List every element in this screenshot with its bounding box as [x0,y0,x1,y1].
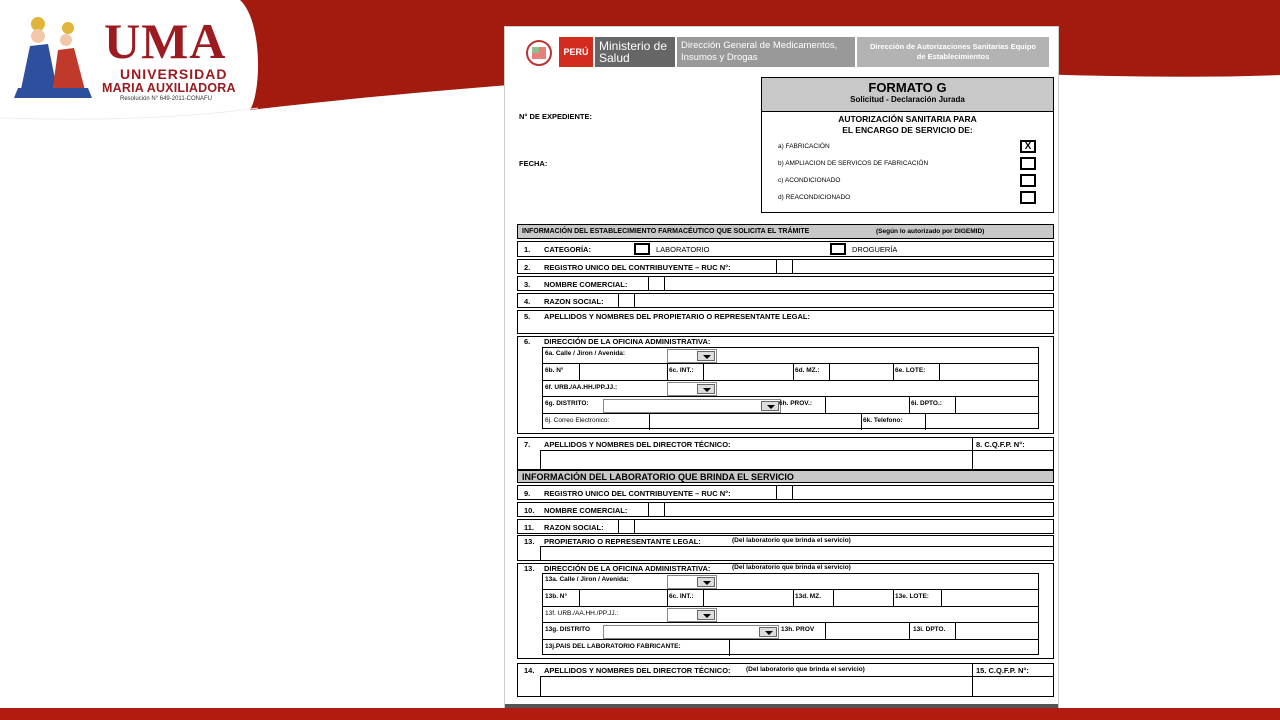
row-label: CATEGORÍA: [544,245,591,254]
cqfp-label-lab: 15. C.Q.F.P. N°: [976,666,1029,675]
row-label: RAZON SOCIAL: [544,523,604,532]
row-razon-social [517,293,1054,308]
row-number: 10. [524,506,535,515]
laboratorio-checkbox[interactable] [634,243,650,255]
option-label-a: a) FABRICACIÓN [778,143,830,150]
row-note: (Del laboratorio que brinda el servicio) [732,537,851,544]
virgin-mary-icon [8,14,98,98]
option-checkbox-a[interactable]: X [1020,140,1036,153]
ministry-label: Ministerio de Salud [595,37,675,67]
row-number: 13. [524,537,535,546]
section2-title: INFORMACIÓN DEL LABORATORIO QUE BRINDA EL SERVICIO [522,472,794,482]
row-label: REGISTRO UNICO DEL CONTRIBUYENTE – RUC N°: [544,489,731,498]
urbanizacion-label: 6f. URB./AA.HH./PP.JJ.: [545,384,618,391]
distrito-dropdown[interactable] [603,399,781,413]
row-direccion [517,336,1054,434]
row-number: 14. [524,666,535,675]
drogueria-label: DROGUERÍA [852,245,898,254]
numero-label: 6b. N° [545,367,564,374]
expediente-label: N° DE EXPEDIENTE: [519,112,593,121]
row-label: DIRECCIÓN DE LA OFICINA ADMINISTRATIVA: [544,564,711,573]
calle-dropdown-lab[interactable] [667,575,717,589]
address-block-lab [542,573,1039,655]
row-nombre-comercial [517,276,1054,291]
cqfp-label: 8. C.Q.F.P. N°: [976,440,1025,449]
chevron-down-icon [759,627,777,637]
auth-title-line2: EL ENCARGO DE SERVICIO DE: [842,125,973,135]
row-note: (Del laboratorio que brinda el servicio) [732,564,851,571]
manzana-label: 6d. MZ.: [795,367,820,374]
row-razon-social-lab [517,519,1054,534]
calle-label: 6a. Calle / Jiron / Avenida: [545,350,626,357]
document-header [519,37,1049,67]
address-block [542,347,1039,429]
chevron-down-icon [697,577,715,587]
option-checkbox-d[interactable] [1020,191,1036,204]
row-nombre-comercial-lab [517,502,1054,517]
digemid-label: Dirección General de Medicamentos, Insumos y Drogas [677,37,855,67]
formato-title: FORMATO G [868,80,947,95]
provincia-label: 6h. PROV.: [779,400,812,407]
pais-label-lab: 13j.PAIS DEL LABORATORIO FABRICANTE: [545,643,681,650]
calle-label-lab: 13a. Calle / Jiron / Avenida: [545,576,629,583]
direction-label: Dirección de Autorizaciones Sanitarias Equipo de Establecimientos [857,37,1049,67]
section1-note: (Según lo autorizado por DIGEMID) [876,228,985,235]
departamento-label: 6i. DPTO.: [911,400,942,407]
interior-label-lab: 6c. INT.: [669,593,694,600]
option-label-b: b) AMPLIACION DE SERVICOS DE FABRICACIÓN [778,160,929,167]
lote-label-lab: 13e. LOTE: [895,593,929,600]
row-label: APELLIDOS Y NOMBRES DEL PROPIETARIO O REPRESENTANTE LEGAL: [544,312,811,321]
formato-box [761,77,1054,213]
row-number: 9. [524,489,531,498]
chevron-down-icon [761,401,779,411]
option-checkbox-c[interactable] [1020,174,1036,187]
peru-label: PERÚ [559,37,593,67]
row-number: 11. [524,523,535,532]
row-categoria [517,241,1054,257]
row-number: 13. [524,564,535,573]
departamento-label-lab: 13i. DPTO. [913,626,946,633]
distrito-label-lab: 13g. DISTRITO [545,626,591,633]
option-checkbox-b[interactable] [1020,157,1036,170]
row-number: 1. [524,245,531,254]
row-label: RAZON SOCIAL: [544,297,604,306]
logo-maria-auxiliadora: MARIA AUXILIADORA [102,81,236,95]
row-number: 4. [524,297,531,306]
logo-uma: UMA [104,13,227,69]
auth-title [762,114,1053,136]
section2-header [517,470,1054,483]
option-label-d: d) REACONDICIONADO [778,194,851,201]
row-label: DIRECCIÓN DE LA OFICINA ADMINISTRATIVA: [544,337,711,346]
row-number: 5. [524,312,531,321]
formato-title-block [762,78,1053,112]
chevron-down-icon [697,351,715,361]
interior-label: 6c. INT.: [669,367,694,374]
row-number: 2. [524,263,531,272]
row-propietario [517,310,1054,334]
distrito-label: 6g. DISTRITO: [545,400,589,407]
row-note: (Del laboratorio que brinda el servicio) [746,666,865,673]
row-number: 7. [524,440,531,449]
drogueria-checkbox[interactable] [830,243,846,255]
chevron-down-icon [697,384,715,394]
urbanizacion-dropdown-lab[interactable] [667,608,717,622]
row-label: NOMBRE COMERCIAL: [544,506,628,515]
manzana-label-lab: 13d. MZ. [795,593,822,600]
urbanizacion-dropdown[interactable] [667,382,717,396]
row-label: APELLIDOS Y NOMBRES DEL DIRECTOR TÉCNICO: [544,666,731,675]
row-representante-lab [517,535,1054,561]
footer-band [0,708,1280,720]
section1-header [517,224,1054,239]
logo-resolution: Resolución N° 649-2011-CONAFU [120,96,212,102]
row-label: PROPIETARIO O REPRESENTANTE LEGAL: [544,537,701,546]
row-number: 3. [524,280,531,289]
formato-g-document [504,26,1059,710]
row-number: 6. [524,337,531,346]
row-ruc [517,259,1054,274]
formato-subtitle: Solicitud - Declaración Jurada [850,95,965,104]
auth-title-line1: AUTORIZACIÓN SANITARIA PARA [838,114,977,124]
logo-universidad: UNIVERSIDAD [120,66,228,82]
option-label-c: c) ACONDICIONADO [778,177,841,184]
row-director-tecnico-lab [517,663,1054,697]
lote-label: 6e. LOTE: [895,367,926,374]
row-direccion-lab [517,563,1054,659]
correo-label: 6j. Correo Electronico: [545,417,610,424]
telefono-label: 6k. Telefono: [863,417,903,424]
laboratorio-label: LABORATORIO [656,245,710,254]
urbanizacion-label-lab: 13f. URB./AA.HH./PP.JJ.: [545,610,619,617]
row-label: NOMBRE COMERCIAL: [544,280,628,289]
row-label: APELLIDOS Y NOMBRES DEL DIRECTOR TÉCNICO: [544,440,731,449]
row-director-tecnico [517,437,1054,470]
numero-label-lab: 13b. N° [545,593,568,600]
distrito-dropdown-lab[interactable] [603,625,779,639]
section1-title: INFORMACIÓN DEL ESTABLECIMIENTO FARMACÉUTICO QUE SOLICITA EL TRÁMITE [522,228,810,235]
university-logo [8,10,248,100]
calle-dropdown[interactable] [667,349,717,363]
fecha-label: FECHA: [519,159,548,168]
provincia-label-lab: 13h. PROV [781,626,815,633]
chevron-down-icon [697,610,715,620]
row-label: REGISTRO UNICO DEL CONTRIBUYENTE – RUC N°: [544,263,731,272]
row-ruc-lab [517,485,1054,500]
peru-coat-of-arms-icon [523,37,555,67]
